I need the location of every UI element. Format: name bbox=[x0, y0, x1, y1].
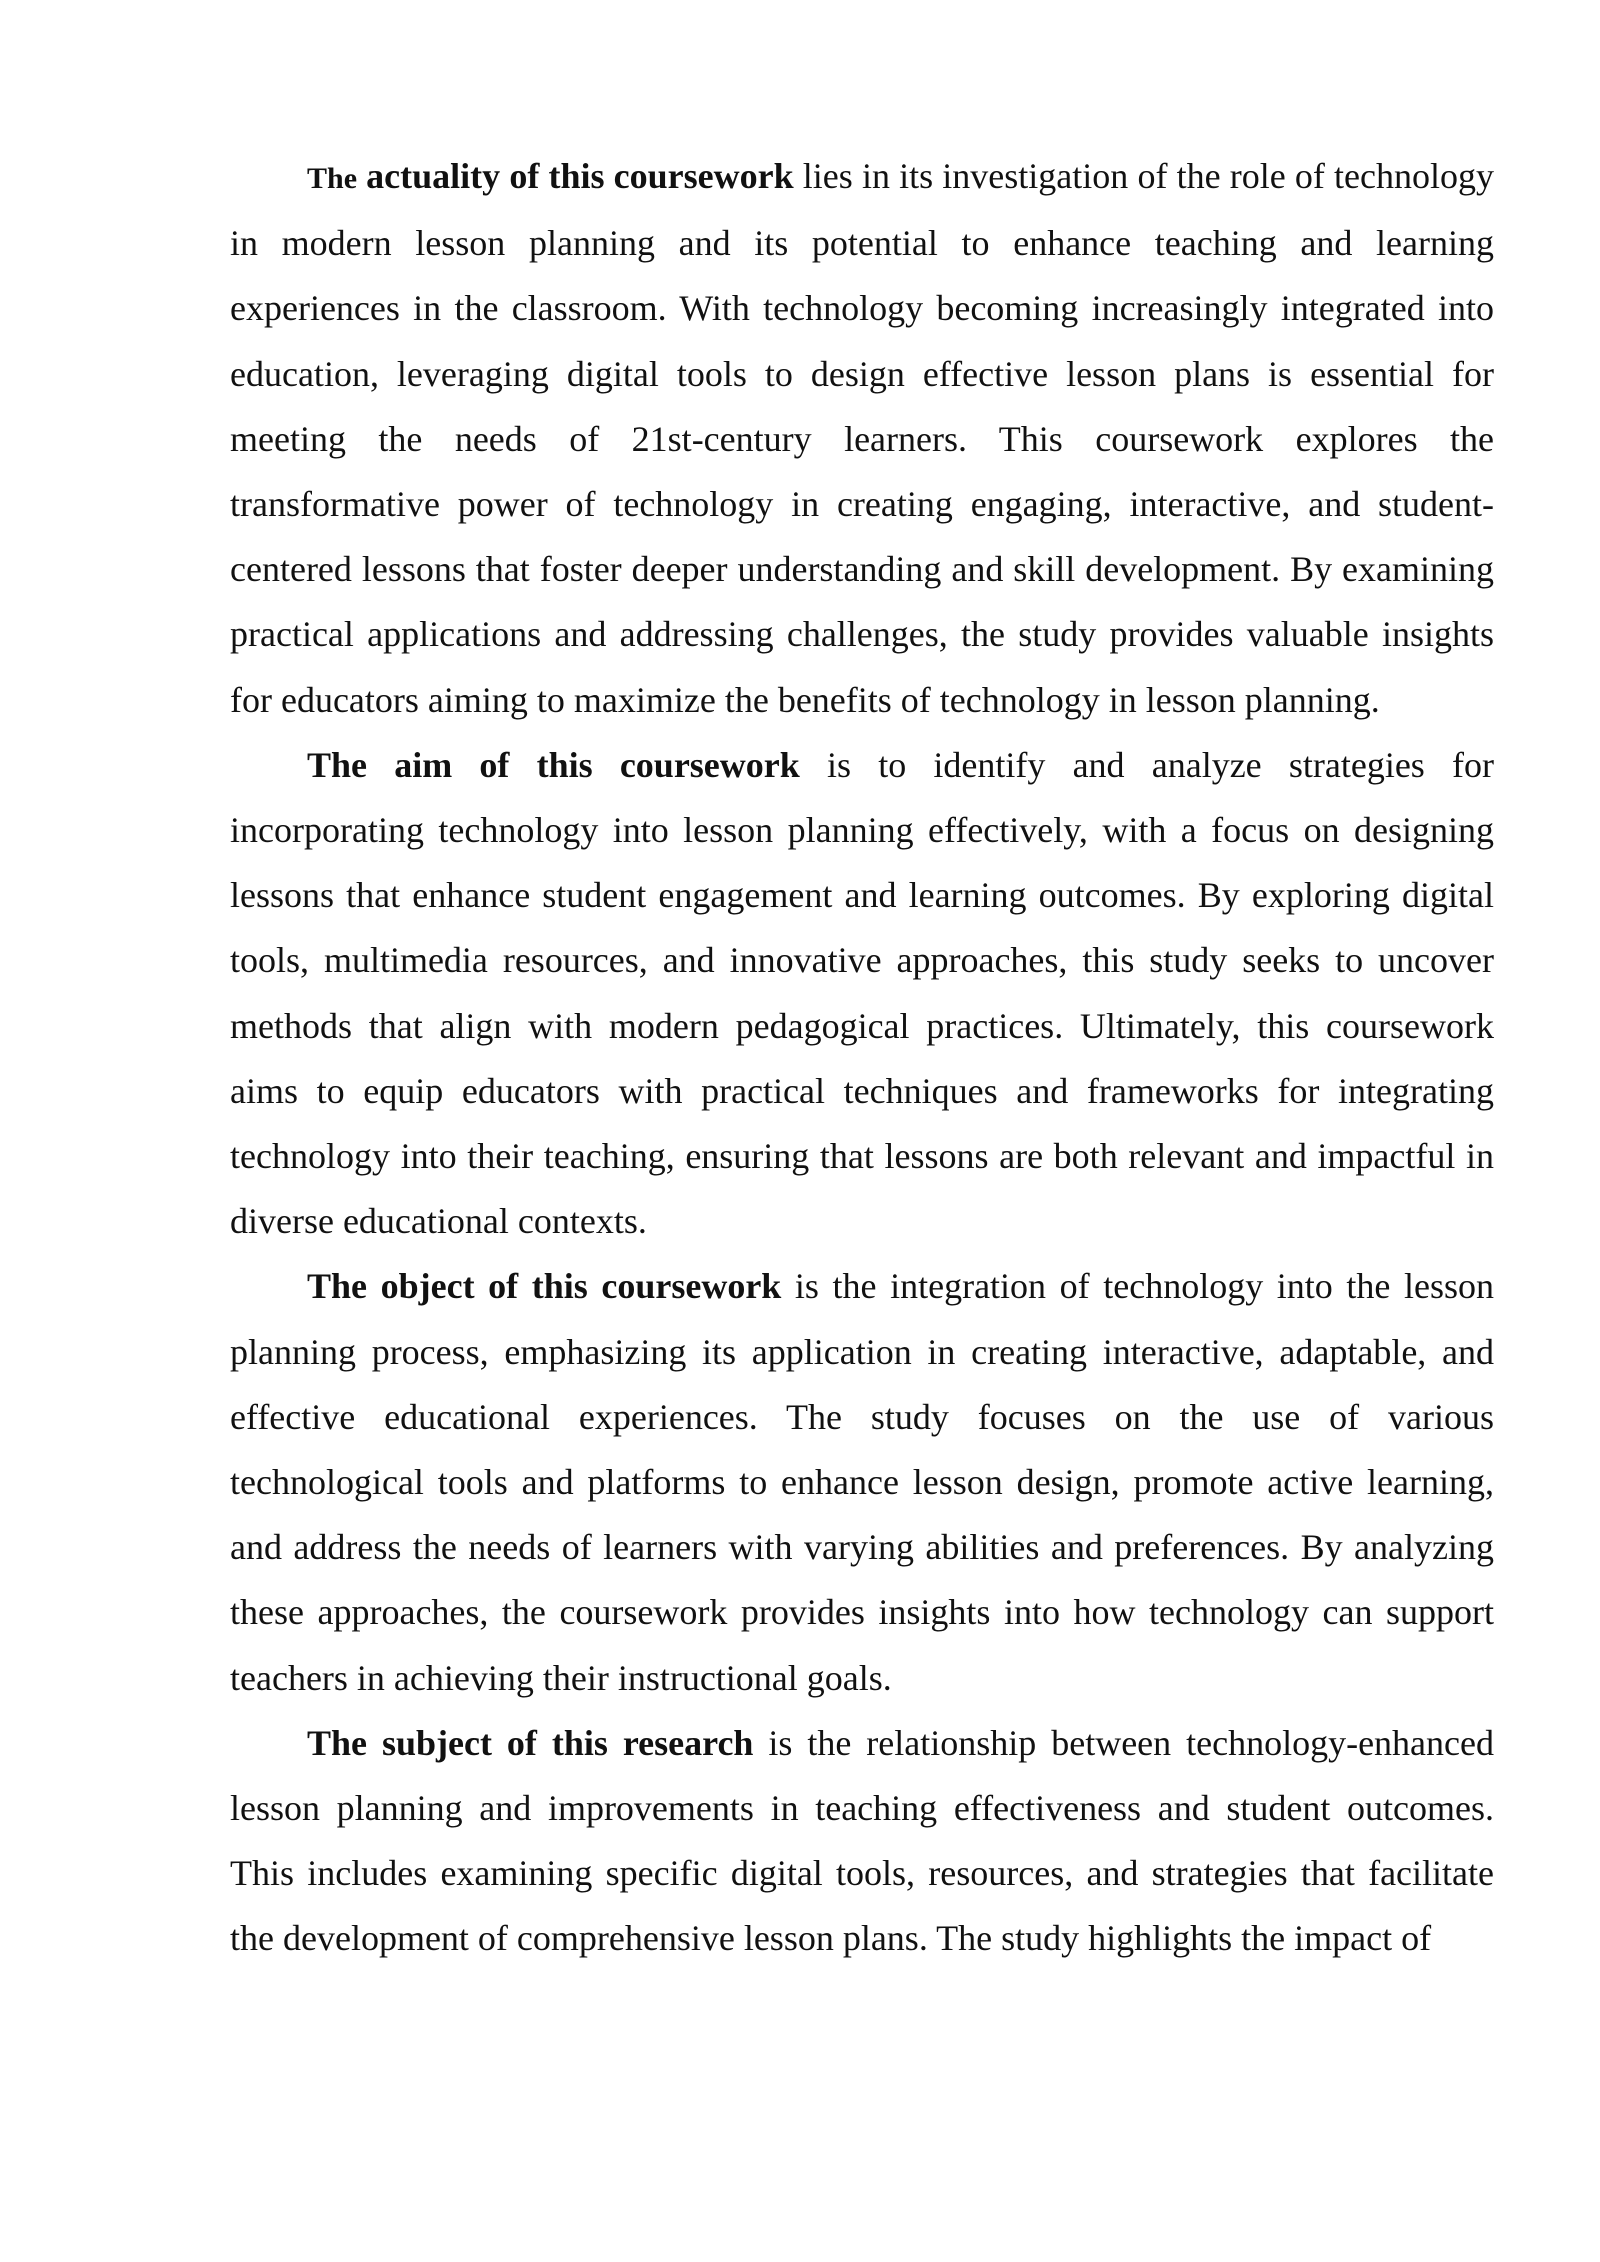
paragraph-text: is to identify and analyze strategies for incorporating technology into lesson planning effectively, with a focus on designing lessons that enhance student engagement and learning outcomes. By exploring digital tools, multimedia resources, and innovative approaches, this study seeks to uncover methods that align with modern pedagogical practices. Ultimately, this coursework aims to equip educators with practical techniques and frameworks for integrating technology into their teaching, ensuring that lessons are both relevant and impactful in diverse educational contexts. bbox=[230, 744, 1494, 1242]
paragraph-actuality bbox=[230, 144, 1494, 733]
paragraph-lead: actuality of this coursework bbox=[357, 156, 794, 196]
paragraph-lead-small: The bbox=[307, 162, 358, 195]
document-body bbox=[230, 144, 1494, 1972]
paragraph-lead: The object of this coursework bbox=[307, 1266, 782, 1307]
paragraph-text: is the integration of technology into the lesson planning process, emphasizing its application in creating interactive, adaptable, and effective educational experiences. The study focuses on the use of various technological tools and platforms to enhance lesson design, promote active learning, and address the needs of learners with varying abilities and preferences. By analyzing these approaches, the coursework provides insights into how technology can support teachers in achieving their instructional goals. bbox=[230, 1266, 1494, 1698]
paragraph-text: lies in its investigation of the role of technology in modern lesson planning and its potential to enhance teaching and learning experiences in the classroom. With technology becoming increasingly integrated into education, leveraging digital tools to design effective lesson plans is essential for meeting the needs of 21st-century learners. This coursework explores the transformative power of technology in creating engaging, interactive, and student-centered lessons that foster deeper understanding and skill development. By examining practical applications and addressing challenges, the study provides valuable insights for educators aiming to maximize the benefits of technology in lesson planning. bbox=[230, 156, 1494, 720]
paragraph-text: is the relationship between technology-enhanced lesson planning and improvements in teaching effectiveness and student outcomes. This includes examining specific digital tools, resources, and strategies that facilitate the development of comprehensive lesson plans. The study highlights the impact of bbox=[230, 1722, 1494, 1959]
paragraph-aim bbox=[230, 733, 1494, 1255]
paragraph-lead: The subject of this research bbox=[307, 1722, 754, 1763]
paragraph-object bbox=[230, 1254, 1494, 1710]
paragraph-lead: The aim of this coursework bbox=[307, 744, 800, 785]
paragraph-subject bbox=[230, 1711, 1494, 1972]
